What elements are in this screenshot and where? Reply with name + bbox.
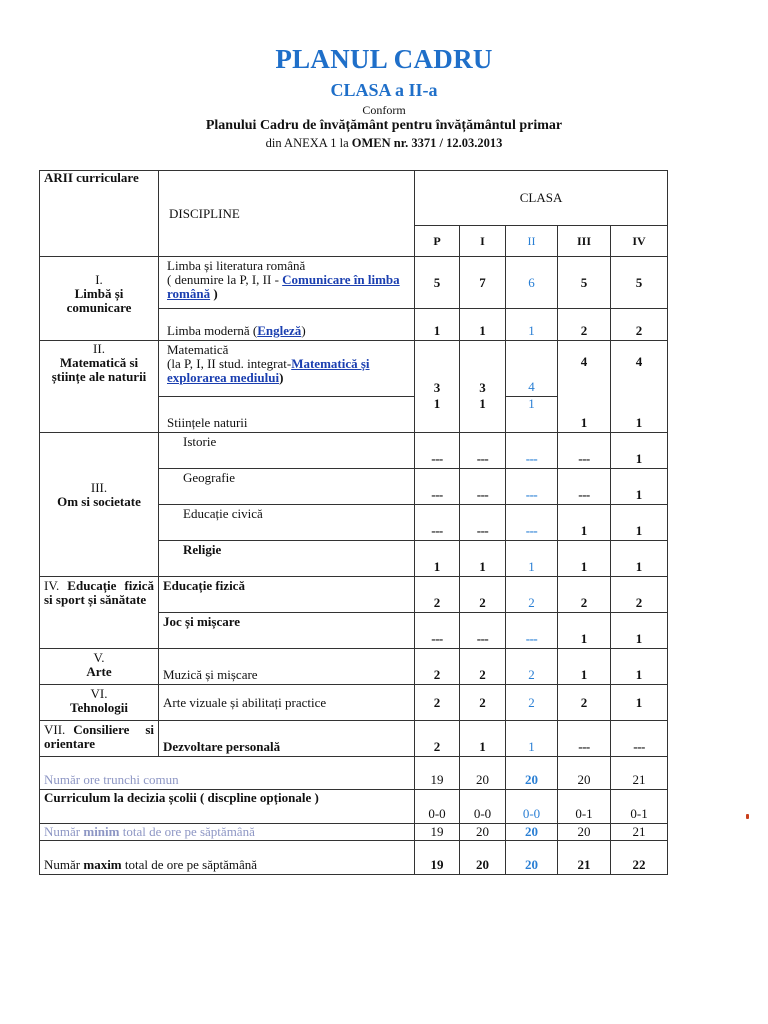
cell-value: 20 xyxy=(506,824,558,841)
cell-value: 5 xyxy=(415,257,460,309)
discipline-label: Matematică xyxy=(167,342,229,357)
maxim-post: total de ore pe săptămână xyxy=(121,857,257,872)
discipline-stiinte: Stiințele naturii xyxy=(159,397,415,433)
cell-value: 1 xyxy=(415,397,460,433)
cell-value: 1 xyxy=(611,505,668,541)
cell-value: 1 xyxy=(558,397,611,433)
cell-value: 4 xyxy=(611,341,668,397)
cell-value: 0-0 xyxy=(506,790,558,824)
cell-value: --- xyxy=(415,613,460,649)
cell-value: 1 xyxy=(558,505,611,541)
order-prefix: din ANEXA 1 la xyxy=(265,136,352,150)
minim-bold: minim xyxy=(83,824,120,839)
cell-value: 3 xyxy=(415,341,460,397)
discipline-limba-romana xyxy=(159,257,415,309)
cell-value: 7 xyxy=(460,257,506,309)
cell-value: 2 xyxy=(415,649,460,685)
maxim-bold: maxim xyxy=(83,857,122,872)
order-line xyxy=(0,136,768,151)
area-name: Educație fizică si sport și sănătate xyxy=(44,578,154,607)
cell-value: 5 xyxy=(611,257,668,309)
discipline-geografie: Geografie xyxy=(159,469,415,505)
area-number: III. xyxy=(90,479,108,495)
minim-pre: Număr xyxy=(44,824,84,839)
area-name: Matematică si științe ale naturii xyxy=(51,355,147,384)
cell-value: 20 xyxy=(460,757,506,790)
cell-value: --- xyxy=(506,469,558,505)
cell-value: 1 xyxy=(558,613,611,649)
area-number: IV. xyxy=(44,578,60,593)
cell-value: 20 xyxy=(558,757,611,790)
minim-label xyxy=(40,824,415,841)
cell-value: 2 xyxy=(415,685,460,721)
class-header-i: I xyxy=(460,226,506,257)
cell-value: 20 xyxy=(460,824,506,841)
minim-post: total de ore pe săptămână xyxy=(119,824,255,839)
cell-value: --- xyxy=(558,433,611,469)
cell-value: 0-1 xyxy=(611,790,668,824)
cell-value: 6 xyxy=(506,257,558,309)
discipline-note-end: ) xyxy=(210,286,218,301)
conform-label: Conform xyxy=(362,103,406,117)
discipline-educatie-civica: Educație civică xyxy=(159,505,415,541)
discipline-note: ( denumire la P, I, II - xyxy=(167,272,283,287)
cell-value: 1 xyxy=(611,613,668,649)
discipline-arte-vizuale: Arte vizuale și abilitați practice xyxy=(159,685,415,721)
discipline-note-end: ) xyxy=(279,370,284,385)
page-subtitle: CLASA a II-a xyxy=(330,80,438,100)
cell-value: 19 xyxy=(415,841,460,875)
area-name: Om si societate xyxy=(57,493,141,509)
cell-value: 21 xyxy=(558,841,611,875)
cell-value: 2 xyxy=(611,309,668,341)
cell-value: 1 xyxy=(611,685,668,721)
cell-value: 2 xyxy=(558,577,611,613)
cell-value: 1 xyxy=(506,397,558,433)
curriculum-table xyxy=(39,170,668,875)
cell-value: --- xyxy=(506,613,558,649)
discipline-joc-miscare: Joc și mișcare xyxy=(159,613,415,649)
cell-value: 2 xyxy=(506,685,558,721)
area-consiliere xyxy=(40,721,159,757)
discipline-label: Limba modernă ( xyxy=(167,323,258,338)
cell-value: 19 xyxy=(415,757,460,790)
discipline-note: (la P, I, II stud. integrat- xyxy=(167,356,292,371)
cell-value: 2 xyxy=(460,685,506,721)
comunicare-link[interactable]: Comunicare în limba română xyxy=(167,272,400,301)
cell-value: 2 xyxy=(558,685,611,721)
cell-value: 1 xyxy=(611,469,668,505)
area-limba-comunicare xyxy=(40,257,159,341)
area-number: V. xyxy=(93,650,105,665)
cell-value: 1 xyxy=(506,309,558,341)
cell-value: 1 xyxy=(611,649,668,685)
area-name: Arte xyxy=(86,664,112,679)
area-number: VII. xyxy=(44,722,66,737)
cell-value: 21 xyxy=(611,824,668,841)
area-name: Consiliere si orientare xyxy=(44,722,154,751)
cell-value: 20 xyxy=(506,841,558,875)
class-header-iii: III xyxy=(558,226,611,257)
cell-value: --- xyxy=(415,433,460,469)
maxim-pre: Număr xyxy=(44,857,84,872)
area-name: Tehnologii xyxy=(69,700,129,715)
engleza-link[interactable]: Engleză xyxy=(257,323,302,338)
cell-value: 1 xyxy=(506,541,558,577)
trunchi-comun-label: Număr ore trunchi comun xyxy=(40,757,415,790)
cell-value: 2 xyxy=(558,309,611,341)
cell-value: --- xyxy=(460,613,506,649)
class-header-p: P xyxy=(415,226,460,257)
cell-value: 1 xyxy=(611,541,668,577)
discipline-istorie: Istorie xyxy=(159,433,415,469)
cell-value: 20 xyxy=(506,757,558,790)
cell-value: 4 xyxy=(558,341,611,397)
cell-value: 2 xyxy=(460,649,506,685)
area-tehnologii xyxy=(40,685,159,721)
cell-value: 0-0 xyxy=(415,790,460,824)
cell-value: 22 xyxy=(611,841,668,875)
clasa-header: CLASA xyxy=(415,171,668,226)
cell-value: 2 xyxy=(415,721,460,757)
class-header-ii: II xyxy=(506,226,558,257)
cell-value: 2 xyxy=(415,577,460,613)
cell-value: --- xyxy=(460,433,506,469)
cell-value: 0-0 xyxy=(460,790,506,824)
area-om-societate xyxy=(40,433,159,577)
cell-value: 2 xyxy=(611,577,668,613)
cell-value: 19 xyxy=(415,824,460,841)
discipline-header: DISCIPLINE xyxy=(159,171,415,257)
cell-value: 1 xyxy=(460,721,506,757)
discipline-limba-moderna xyxy=(159,309,415,341)
page-title: PLANUL CADRU xyxy=(275,44,493,74)
cell-value: 1 xyxy=(460,541,506,577)
cell-value: --- xyxy=(611,721,668,757)
area-educatie-fizica xyxy=(40,577,159,649)
area-number: I. xyxy=(95,272,103,287)
discipline-muzica: Muzică și mișcare xyxy=(159,649,415,685)
discipline-matematica xyxy=(159,341,415,397)
cell-value: 0-1 xyxy=(558,790,611,824)
discipline-label-end: ) xyxy=(301,323,306,338)
cell-value: 1 xyxy=(460,397,506,433)
cell-value: 1 xyxy=(415,541,460,577)
area-matematica-stiinte xyxy=(40,341,159,433)
cell-value: 2 xyxy=(506,649,558,685)
discipline-dezvoltare-personala: Dezvoltare personală xyxy=(159,721,415,757)
cell-value: --- xyxy=(460,469,506,505)
cell-value: --- xyxy=(558,721,611,757)
cell-value: 1 xyxy=(460,309,506,341)
discipline-educatie-fizica: Educație fizică xyxy=(159,577,415,613)
cell-value: 1 xyxy=(415,309,460,341)
cell-value: 20 xyxy=(558,824,611,841)
cell-value: 4 xyxy=(506,341,558,397)
matematica-link[interactable]: Matematică și explorarea mediului xyxy=(167,356,370,385)
scan-speck xyxy=(746,814,749,819)
class-header-iv: IV xyxy=(611,226,668,257)
reference-line: Planului Cadru de învățământ pentru învățământul primar xyxy=(205,118,563,133)
cell-value: --- xyxy=(506,505,558,541)
cell-value: 1 xyxy=(611,397,668,433)
cell-value: 21 xyxy=(611,757,668,790)
cell-value: 3 xyxy=(460,341,506,397)
area-name: Limbă și comunicare xyxy=(66,286,132,315)
area-arte xyxy=(40,649,159,685)
maxim-label xyxy=(40,841,415,875)
cds-label: Curriculum la decizia școlii ( discpline opționale ) xyxy=(40,790,415,824)
cell-value: 2 xyxy=(460,577,506,613)
cell-value: --- xyxy=(415,505,460,541)
cell-value: --- xyxy=(506,433,558,469)
cell-value: --- xyxy=(415,469,460,505)
area-number: VI. xyxy=(90,686,108,701)
discipline-label: Limba și literatura română xyxy=(167,258,306,273)
cell-value: 5 xyxy=(558,257,611,309)
cell-value: 1 xyxy=(558,541,611,577)
cell-value: --- xyxy=(558,469,611,505)
cell-value: 1 xyxy=(558,649,611,685)
arii-header: ARII curriculare xyxy=(40,171,159,257)
cell-value: 1 xyxy=(506,721,558,757)
cell-value: --- xyxy=(460,505,506,541)
discipline-religie: Religie xyxy=(159,541,415,577)
order-number: OMEN nr. 3371 / 12.03.2013 xyxy=(351,136,503,150)
cell-value: 20 xyxy=(460,841,506,875)
area-number: II. xyxy=(93,341,105,356)
cell-value: 1 xyxy=(611,433,668,469)
cell-value: 2 xyxy=(506,577,558,613)
